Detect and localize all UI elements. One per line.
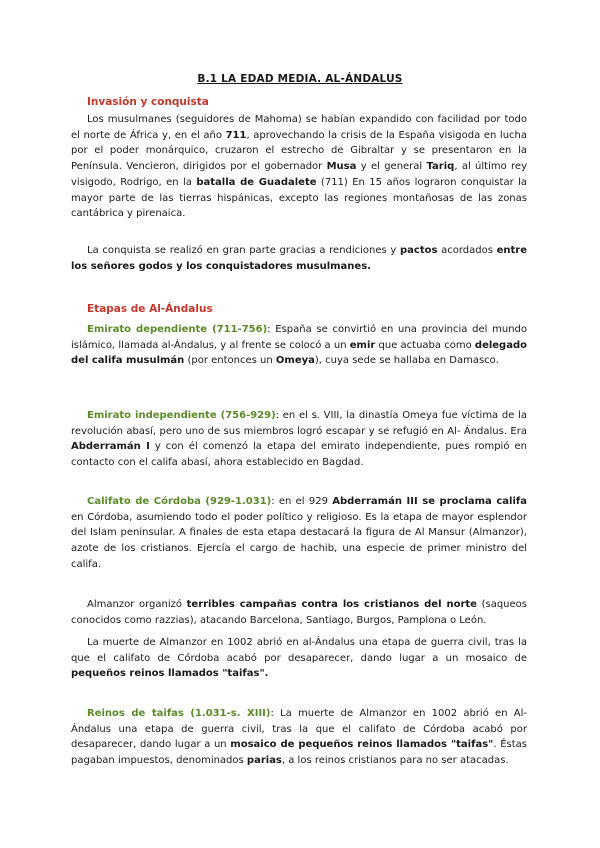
text: (saqueos conocidos como razzias), atacando Barcelona, Santiago, Burgos, Pamplona o León.	[71, 599, 527, 626]
text: La conquista se realizó en gran parte gracias a rendiciones y	[87, 245, 400, 256]
text: ), cuya sede se hallaba en Damasco.	[314, 355, 499, 367]
text: La muerte de Almanzor en 1002 abrió en al-Ándalus una etapa de guerra civil, tras la que el califato de Córdoba acabó por desaparecer, dando lugar a un mosaico de	[71, 637, 527, 664]
bold-text: Omeya	[275, 355, 315, 367]
bold-text: 711	[225, 129, 247, 141]
page-title: B.1 LA EDAD MEDIA. AL-ÁNDALUS	[197, 73, 403, 85]
paragraph-emirato-independiente	[71, 408, 527, 471]
text: (711) En 15 años lograron conquistar la mayor parte de las tierras hispánicas, excepto las regiones montañosas de las zonas cantábrica y pirenaica.	[71, 176, 527, 220]
section-heading-invasion: Invasión y conquista	[87, 96, 209, 108]
text: . Éstas pagaban impuestos, denominados	[71, 739, 527, 767]
text: que actuaba como	[375, 339, 475, 351]
bold-text: parias	[246, 755, 282, 767]
bold-text: Musa	[326, 161, 357, 173]
text: , aprovechando la crisis de la España visigoda en lucha por el poder monárquico, cruzaron el estrecho de Gibraltar y se presentaron en la Península. Vencieron, dirigidos por el gobernador	[71, 129, 527, 173]
bold-text: delegado del califa musulmán	[71, 339, 527, 367]
period-label: Emirato dependiente (711-756)	[87, 324, 268, 335]
bold-text: pactos	[400, 245, 438, 256]
text: en Córdoba, asumiendo todo el poder político y religioso. Es la etapa de mayor esplendor del Islam peninsular. A finales de esta etapa destacará la figura de Al Mansur (Almanzor), azote de los cristianos. Ejercía el cargo de hachib, una especie de primer ministro del califa.	[71, 511, 527, 570]
bold-text: pequeños reinos llamados "taifas".	[71, 668, 269, 680]
bold-text: emir	[349, 339, 376, 351]
bold-text: mosaico de pequeños reinos llamados "taifas"	[230, 739, 494, 751]
text: y el general	[356, 161, 427, 173]
text: : en el s. VIII, la dinastía Omeya fue víctima de la revolución abasí, pero uno de sus miembros logró escapar y se refugió en Al- Ándalus. Era	[71, 410, 527, 437]
period-label: Reinos de taifas (1.031-s. XIII)	[87, 708, 271, 719]
text: , a los reinos cristianos para no ser atacadas.	[281, 755, 509, 767]
paragraph-califato	[71, 494, 527, 573]
bold-text: Abderramán I	[71, 441, 150, 453]
paragraph-almanzor	[71, 597, 527, 628]
text: Almanzor organizó	[87, 599, 187, 610]
period-label: Califato de Córdoba (929-1.031)	[87, 496, 272, 507]
paragraph-invasion	[71, 112, 527, 222]
paragraph-conquista	[71, 243, 527, 274]
period-label: Emirato independiente (756-929)	[87, 410, 276, 421]
paragraph-muerte-almanzor	[71, 635, 527, 682]
bold-text: batalla de Guadalete	[196, 176, 317, 188]
text: , al último rey visigodo, Rodrigo, en la	[71, 161, 528, 188]
text: y con él comenzó la etapa del emirato independiente, pues rompió en contacto con el califa abasí, ahora establecido en Bagdad.	[71, 441, 527, 469]
paragraph-taifas	[71, 706, 527, 769]
section-heading-etapas: Etapas de Al-Ándalus	[87, 303, 213, 315]
text: : España se convirtió en una provincia del mundo islámico, llamada al-Ándalus, y al frente se colocó a un	[71, 324, 527, 351]
text: : La muerte de Almanzor en 1002 abrió en Al-Ándalus una etapa de guerra civil, tras la que el califato de Córdoba acabó por desaparecer, dando lugar a un	[71, 708, 527, 751]
bold-text: Tariq	[426, 161, 455, 173]
text: Los musulmanes (seguidores de Mahoma) se habían expandido con facilidad por todo el norte de África y, en el año	[71, 114, 527, 141]
bold-text: entre los señores godos y los conquistadores musulmanes.	[71, 245, 527, 272]
bold-text: terribles campañas contra los cristianos del norte	[186, 599, 477, 610]
text: (por entonces un	[184, 355, 276, 367]
text: acordados	[437, 245, 497, 256]
bold-text: Abderramán III se proclama califa	[332, 496, 527, 507]
text: : en el 929	[271, 496, 333, 507]
paragraph-emirato-dependiente	[71, 322, 527, 369]
